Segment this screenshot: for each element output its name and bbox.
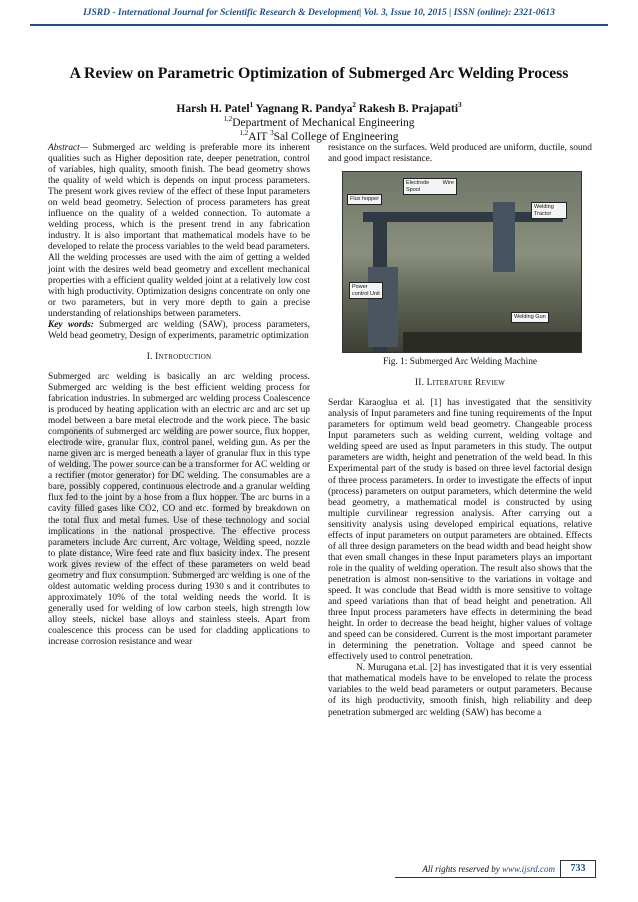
figure-caption: Fig. 1: Submerged Arc Welding Machine: [382, 357, 538, 368]
label-electrode-wire-spool: Electrode Wire Spool: [403, 178, 457, 195]
paper-title: A Review on Parametric Optimization of Submerged Arc Welding Process: [69, 65, 569, 82]
label-power-control-unit: Power control Unit: [349, 282, 383, 299]
introduction-text: Submerged arc welding is basically an arc welding process. Submerged arc welding is the best efficient welding process for fabrication industries. In submerged arc welding process Coalescence is produced by heating application with an electric arc and arc set up model between a bare metal electrode and the work piece. The basic components of submerged arc welding are power source, flux hopper, electrode wire, granular flux, control panel, welding gun. As per the name given arc is merged beneath a layer of granular flux in this type of welding. The power source can be a transformer for AC welding or a rectifier (motor generator) for DC welding. The consumables are a bare, possibly coppered, continuous electrode and a granular welding flux fed to the joint by a hose from a flux hopper. The arc burns in a cavity filled gases like CO2, CO and etc. formed by breakdown on the total flux and metal fumes. Use of these technology and social implications in the national prospective. The effective process parameters include Arc current, Arc voltage, Welding speed, nozzle to plate distance, Wire feed rate and flux basicity index. The present work gives review of the effect of these parameters on weld bead geometry and flux consumption. Submerged arc welding is one of the oldest automatic welding process during 1930 s and it contributes to approximately 10% of the total welding needs the world. It is generally used for welding of low carbon steels, high strength low alloy steels, nickel base alloys and stainless steels. Apart from coalescence this process can be used for cladding applications to increase corrosion resistance and wear: [48, 371, 310, 648]
journal-header: IJSRD - International Journal for Scientific Research & Development| Vol. 3, Issue 10, 2015 | ISSN (online): 2321-0613: [83, 8, 555, 18]
affiliation-1: $^{1,2}$Department of Mechanical Engineering: [223, 115, 415, 129]
label-flux-hopper: Flux hopper: [347, 194, 382, 205]
author-1: Harsh H. Patel: [176, 102, 250, 115]
page-number: 733: [560, 860, 596, 878]
footer-rule: [395, 877, 595, 878]
author-3: Rakesh B. Prajapati: [358, 102, 459, 115]
section-heading-introduction: I. Introduction: [146, 351, 212, 362]
left-column: [48, 143, 310, 648]
author-2: Yagnang R. Pandya: [255, 102, 353, 115]
affiliation-2: $^{1,2}$AIT $^3$Sal College of Engineering: [239, 129, 399, 143]
footer-site-link[interactable]: www.ijsrd.com: [501, 864, 555, 874]
header-rule: [30, 24, 608, 26]
author-list: Harsh H. Patel$^1$ Yagnang R. Pandya$^2$ Rakesh B. Prajapati$^3$: [176, 101, 462, 115]
label-welding-tractor: Welding Tractor: [531, 202, 567, 219]
introduction-continued: resistance on the surfaces. Weld produced are uniform, ductile, sound and good impact resistance.: [328, 143, 592, 165]
literature-paragraph-2: N. Murugana et.al. [2] has investigated that it is very essential that mathematical models have to be enveloped to relate the process variables to the weld bead parameters or output parameters. Because of its high productivity, smooth finish, high reliability and deep penetration submerged arc welding (SAW) has become a: [328, 663, 592, 718]
keywords: Key words: Submerged arc welding (SAW), process parameters, Weld bead geometry, Design of experiments, parametric optimization: [48, 319, 310, 341]
label-welding-gun: Welding Gun: [511, 312, 549, 323]
figure-saw-machine: [342, 171, 582, 353]
abstract: Abstract— Submerged arc welding is preferable more its inherent qualities such as Higher deposition rate, deeper penetration, control of variables, high quality, smooth finish. The bead geometry shows the quality of weld which is depends on input process parameters. The present work gives review of the effect of these Input parameters on weld bead geometry. Selection of process parameters has great influence on the quality of a welded connection. To automate a welding process, which is the present trend in any fabrication industry. It is also important that mathematical models have to be developed to relate the process variables to the weld bead parameters. All the welding processes are used with the aim of getting a welded joint with the desires weld bead geometry and excellent mechanical properties with a efficient quality welded joint at a relatively low cost with high productivity. Optimization designs concentrate on only one or two parameters, but in very more depth to gain a precise understanding of relationships between parameters.: [48, 143, 310, 319]
footer-rights: All rights reserved by www.ijsrd.com: [422, 864, 555, 874]
section-heading-literature-review: II. Literature Review: [414, 378, 506, 389]
right-column: [328, 143, 592, 719]
literature-paragraph-1: Serdar Karaoglua et al. [1] has investigated that the sensitivity analysis of Input parameters and fine tuning requirements of the Input parameters for optimum weld bead geometry. Changeable process Input parameters such as welding current, welding voltage and welding speed are used as Input parameters in this study. The output parameters are width, height and penetration of the weld bead. In this Experimental part of the study is based on three level factorial design of three process parameters. In order to investigate the effects of input (process) parameters on output parameters, which determine the weld bead geometry, a mathematical model is constructed by using multiple curvilinear regression analysis. After carrying out a sensitivity analysis using developed empirical equations, relative effects of input parameters on output parameters are obtained. Effects of all three design parameters on the bead width and bead height show that even small changes in these Input parameters plays an important role in the quality of welding operation. The result also shows that the penetration is almost non-sensitive to the variations in voltage and speed. It was conclude that Bead width is more sensitive to voltage and speed variations than that of bead height and penetration. All three Input process parameters have effects in determining the bead height. In order to decrease the bead height, higher values of voltage and speed can be considered. Current is the most important parameter in determining the penetration. Voltage and speed cannot be effectively used to control penetration.: [328, 398, 592, 663]
